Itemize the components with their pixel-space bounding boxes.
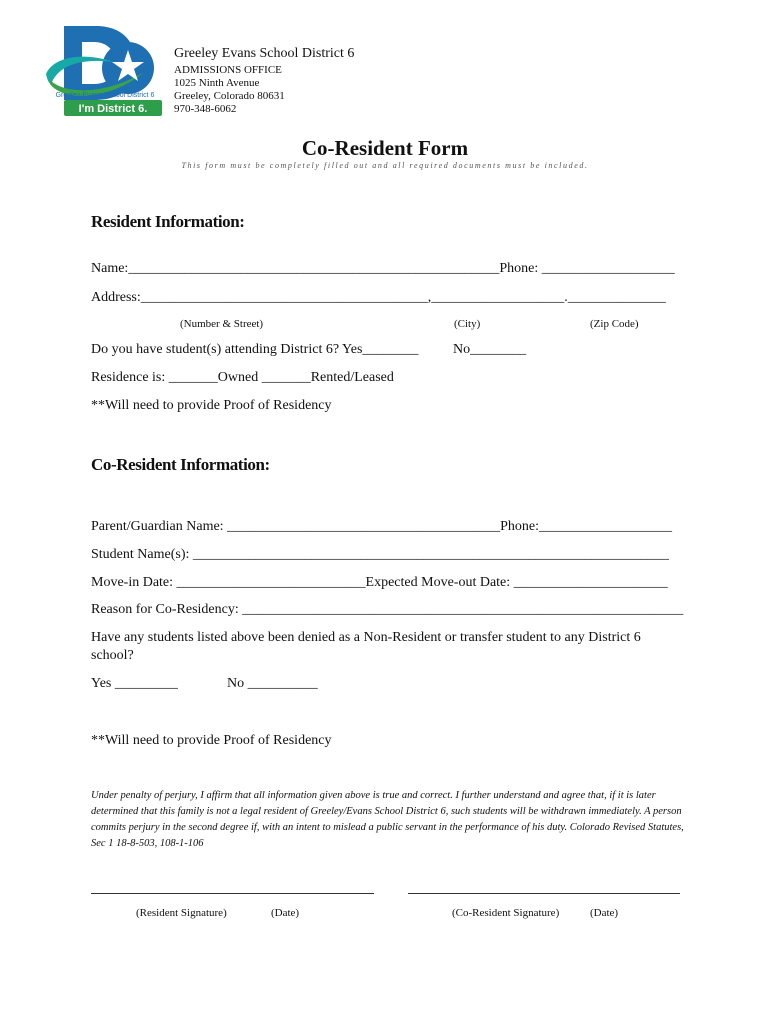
perjury-statement: Under penalty of perjury, I affirm that all information given above is true and correct. I further understand and agree that, if it is later determined that this family is not a legal resident of Greeley/Evans School District 6, such students will be withdrawn immediately. A person commits perjury in the second degree if, with an intent to mislead a public servant in the performance of his duty. Colorado Revised Statutes, Sec 1 18-8-503, 108-1-106: [91, 790, 684, 849]
office-city: Greeley, Colorado 80631: [174, 90, 285, 102]
district-name: Greeley Evans School District 6: [174, 46, 355, 61]
logo-tagline: I'm District 6.: [78, 103, 148, 115]
students-attending-no-field[interactable]: No________: [453, 342, 527, 357]
address-hint-city: (City): [454, 318, 481, 330]
denied-no-field[interactable]: No __________: [227, 676, 318, 691]
resident-heading: Resident Information:: [91, 212, 245, 231]
move-dates-field[interactable]: Move-in Date: ___________________________Expected Move-out Date: ______________________: [91, 575, 668, 590]
form-title: Co-Resident Form: [301, 136, 469, 160]
parent-guardian-field[interactable]: Parent/Guardian Name: _______________________________________Phone:___________________: [91, 519, 672, 534]
denied-question-cont: school?: [91, 648, 134, 663]
resident-proof-note: **Will need to provide Proof of Residency: [91, 398, 332, 413]
form-subtitle: This form must be completely filled out and all required documents must be included.: [181, 161, 589, 170]
office-name: ADMISSIONS OFFICE: [174, 64, 282, 76]
resident-signature-label: (Resident Signature): [136, 907, 227, 919]
residence-status-field[interactable]: Residence is: _______Owned _______Rented/Leased: [91, 370, 394, 385]
coresident-proof-note: **Will need to provide Proof of Residency: [91, 733, 332, 748]
coresident-date-label: (Date): [590, 907, 619, 919]
resident-date-label: (Date): [271, 907, 300, 919]
denied-question: Have any students listed above been denied as a Non-Resident or transfer student to any District 6: [91, 630, 641, 645]
resident-signature-line[interactable]: [91, 893, 374, 894]
resident-name-phone-field[interactable]: Name:_____________________________________________________Phone: ___________________: [91, 261, 675, 276]
coresident-signature-label: (Co-Resident Signature): [452, 907, 560, 919]
student-names-field[interactable]: Student Name(s): ____________________________________________________________________: [91, 547, 669, 562]
district-6-logo: [44, 22, 166, 118]
office-phone: 970-348-6062: [174, 103, 237, 115]
coresident-signature-line[interactable]: [408, 893, 680, 894]
resident-address-field[interactable]: Address:_________________________________________,___________________.______________: [91, 290, 666, 305]
address-hint-street: (Number & Street): [180, 318, 264, 330]
logo-caption: Greeley-Evans School District 6: [55, 92, 155, 99]
students-attending-yes-field[interactable]: Do you have student(s) attending District 6? Yes________: [91, 342, 419, 357]
office-street: 1025 Ninth Avenue: [174, 77, 260, 89]
address-hint-zip: (Zip Code): [590, 318, 639, 330]
coresident-heading: Co-Resident Information:: [91, 455, 270, 474]
denied-yes-field[interactable]: Yes _________: [91, 676, 178, 691]
reason-field[interactable]: Reason for Co-Residency: _______________________________________________________________: [91, 602, 684, 617]
